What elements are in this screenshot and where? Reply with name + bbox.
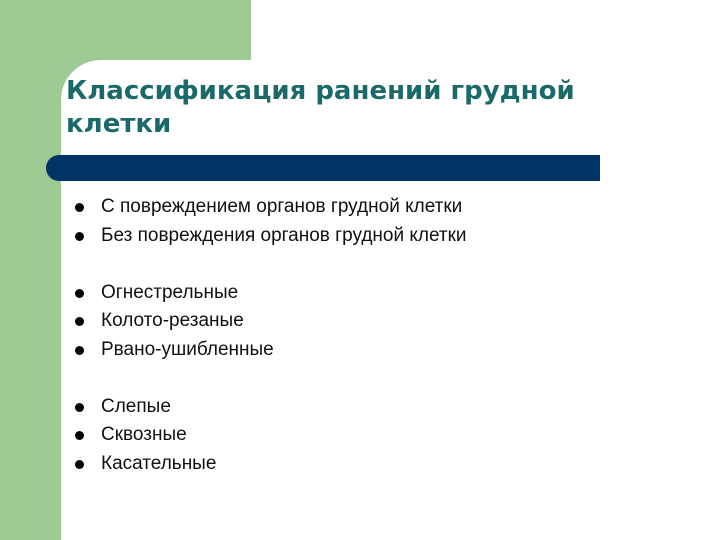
list-item-text: С повреждением органов грудной клетки — [101, 196, 463, 217]
list-item-text: Огнестрельные — [101, 281, 239, 303]
list-item — [75, 279, 655, 308]
bullet-dot-icon — [75, 460, 84, 469]
list-item — [75, 421, 655, 450]
bullet-dot-icon — [75, 403, 84, 412]
group-spacer — [75, 250, 655, 279]
list-item — [75, 307, 655, 336]
group-spacer — [75, 364, 655, 393]
list-item-text: Колото-резаные — [101, 310, 244, 331]
list-item-text: Без повреждения органов грудной клетки — [101, 224, 467, 246]
decor-bar-body — [60, 155, 600, 181]
list-item — [75, 450, 655, 479]
bullet-dot-icon — [75, 346, 84, 355]
list-item-text: Касательные — [101, 452, 217, 474]
bullet-dot-icon — [75, 232, 84, 241]
slide-title: Классификация ранений грудной клетки — [66, 76, 575, 139]
list-item-text: Сквозные — [101, 424, 187, 445]
bullet-dot-icon — [75, 317, 84, 326]
decor-green-header-block — [61, 0, 251, 60]
bullet-dot-icon — [75, 203, 84, 212]
decor-title-underline-bar — [46, 155, 600, 181]
list-item — [75, 393, 655, 422]
decor-green-sidebar — [0, 0, 61, 540]
bullet-dot-icon — [75, 431, 84, 440]
list-item — [75, 222, 655, 251]
bullet-list — [75, 193, 655, 478]
bullet-dot-icon — [75, 289, 84, 298]
list-item-text: Слепые — [101, 395, 171, 417]
list-item-text: Рвано-ушибленные — [101, 338, 274, 360]
list-item — [75, 336, 655, 365]
list-item — [75, 193, 655, 222]
